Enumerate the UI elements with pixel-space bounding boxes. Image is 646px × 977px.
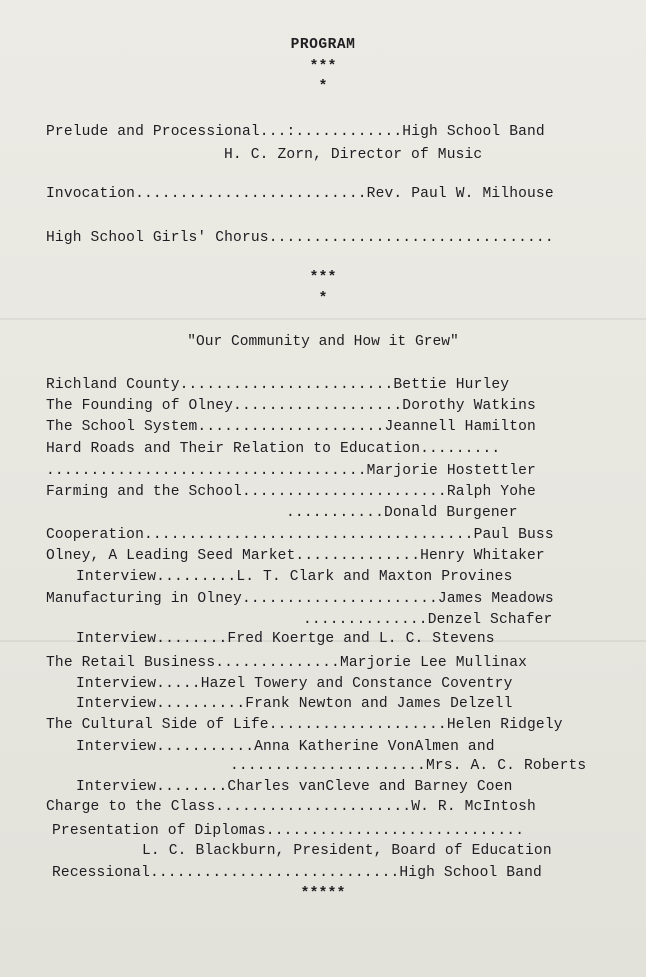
program-line: L. C. Blackburn, President, Board of Education <box>142 843 552 859</box>
star-divider: *** <box>309 58 337 75</box>
paper-fold <box>0 318 646 320</box>
program-line: ......................Mrs. A. C. Roberts <box>230 758 587 774</box>
program-line: Interview...........Anna Katherine VonAlmen and <box>76 739 495 755</box>
star-divider: * <box>318 78 328 95</box>
program-line: H. C. Zorn, Director of Music <box>224 147 483 163</box>
program-line: Interview........Charles vanCleve and Barney Coen <box>76 779 513 795</box>
program-line: The School System.....................Jeannell Hamilton <box>46 419 536 435</box>
program-line: ..............Denzel Schafer <box>303 612 553 628</box>
program-line: Interview..........Frank Newton and James Delzell <box>76 696 513 712</box>
section-title: "Our Community and How it Grew" <box>187 334 459 350</box>
program-line: Interview........Fred Koertge and L. C. Stevens <box>76 631 495 647</box>
program-line: Recessional............................High School Band <box>52 865 542 881</box>
program-line: Interview.........L. T. Clark and Maxton Provines <box>76 569 513 585</box>
program-line: ...........Donald Burgener <box>286 505 518 521</box>
program-line: Manufacturing in Olney......................James Meadows <box>46 591 554 607</box>
program-line: Cooperation.....................................Paul Buss <box>46 527 554 543</box>
program-line: Charge to the Class......................W. R. McIntosh <box>46 799 536 815</box>
program-line: The Retail Business..............Marjorie Lee Mullinax <box>46 655 528 671</box>
program-line: Invocation..........................Rev. Paul W. Milhouse <box>46 186 554 202</box>
program-line: ....................................Marjorie Hostettler <box>46 463 536 479</box>
star-divider: *** <box>309 269 337 286</box>
program-line: Hard Roads and Their Relation to Education......... <box>46 441 501 457</box>
star-divider: * <box>318 290 328 307</box>
program-line: Prelude and Processional...:............High School Band <box>46 124 545 140</box>
program-line: The Cultural Side of Life....................Helen Ridgely <box>46 717 563 733</box>
program-line: Olney, A Leading Seed Market..............Henry Whitaker <box>46 548 545 564</box>
program-title: PROGRAM <box>290 37 356 53</box>
program-line: Farming and the School.......................Ralph Yohe <box>46 484 536 500</box>
program-line: High School Girls' Chorus................................ <box>46 230 554 246</box>
star-divider: ***** <box>300 885 346 902</box>
program-line: The Founding of Olney...................Dorothy Watkins <box>46 398 536 414</box>
program-line: Richland County........................Bettie Hurley <box>46 377 510 393</box>
program-line: Interview.....Hazel Towery and Constance Coventry <box>76 676 513 692</box>
program-line: Presentation of Diplomas............................. <box>52 823 525 839</box>
